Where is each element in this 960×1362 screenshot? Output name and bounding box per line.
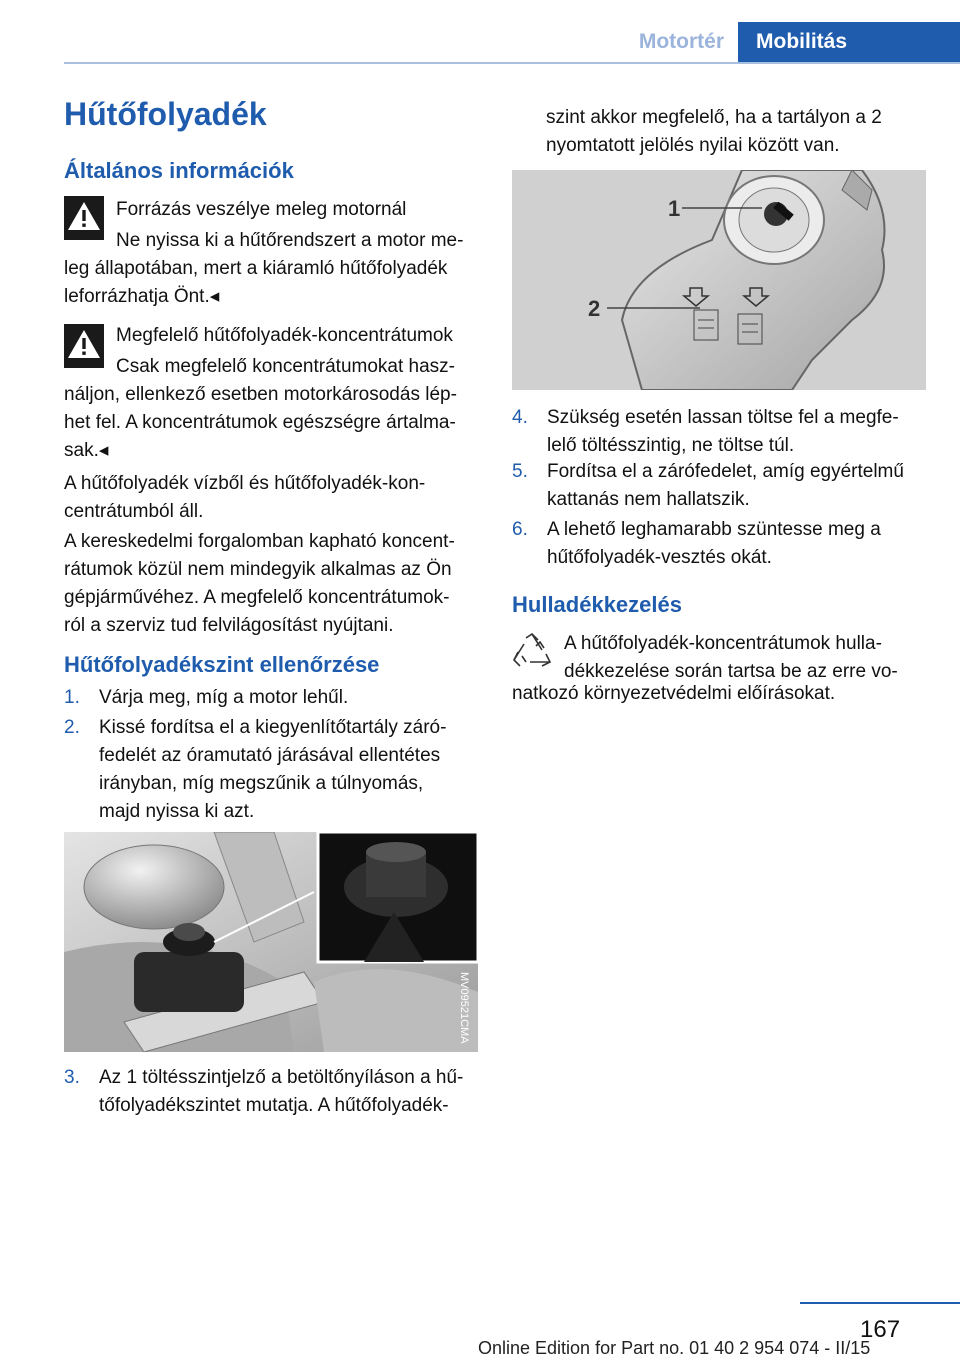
header-tabs xyxy=(639,22,960,62)
page-title: Hűtőfolyadék xyxy=(64,96,267,132)
paragraph: centrátumból áll. xyxy=(64,501,204,522)
warning-text: het fel. A koncentrátumok egészségre ártalma- xyxy=(64,412,456,433)
header-divider xyxy=(64,62,960,64)
list-item xyxy=(64,1064,484,1120)
paragraph: ról a szerviz tud felvilágosítást nyújtani. xyxy=(64,615,394,636)
list-item xyxy=(64,714,484,826)
step-number: 3. xyxy=(64,1067,80,1088)
engine-bay-photo xyxy=(64,832,478,1052)
disposal-text: A hűtőfolyadék-koncentrátumok hulla- xyxy=(564,633,882,654)
step-number: 6. xyxy=(512,519,528,540)
paragraph: A hűtőfolyadék vízből és hűtőfolyadék-kon- xyxy=(64,473,426,494)
footer-edition: Online Edition for Part no. 01 40 2 954 074 - II/15 xyxy=(478,1338,871,1358)
warning-text: leforrázhatja Önt.◂ xyxy=(64,286,220,307)
diagram-label-2: 2 xyxy=(588,296,601,321)
paragraph: gépjárművéhez. A megfelelő koncentrátumok- xyxy=(64,587,450,608)
warning-text: náljon, ellenkező esetben motorkárosodás lép- xyxy=(64,384,457,405)
warning-text: leg állapotában, mert a kiáramló hűtőfolyadék xyxy=(64,258,448,279)
warning-title-concentrates: Megfelelő hűtőfolyadék-koncentrátumok xyxy=(116,325,453,346)
footer-divider xyxy=(800,1302,960,1304)
step-text: irányban, míg megszűnik a túlnyomás, xyxy=(99,773,424,794)
warning-text: Csak megfelelő koncentrátumokat hasz- xyxy=(116,356,455,377)
paragraph-continued: szint akkor megfelelő, ha a tartályon a 2 xyxy=(546,107,882,128)
step-text: Az 1 töltésszintjelző a betöltőnyíláson a hű- xyxy=(99,1067,464,1088)
page-number: 167 xyxy=(860,1316,901,1343)
warning-text: Ne nyissa ki a hűtőrendszert a motor me- xyxy=(116,230,464,251)
paragraph: A kereskedelmi forgalomban kapható koncent- xyxy=(64,531,455,552)
list-item xyxy=(512,516,932,572)
step-text: majd nyissa ki azt. xyxy=(99,801,255,822)
step-number: 5. xyxy=(512,461,528,482)
step-text: A lehető leghamarabb szüntesse meg a xyxy=(547,519,881,540)
step-number: 2. xyxy=(64,717,80,738)
step-text: lelő töltésszintig, ne töltse túl. xyxy=(547,435,795,456)
step-number: 4. xyxy=(512,407,528,428)
section-heading-general: Általános információk xyxy=(64,158,294,183)
step-text: Fordítsa el a zárófedelet, amíg egyértelmű xyxy=(547,461,904,482)
warning-title-scald: Forrázás veszélye meleg motornál xyxy=(116,199,407,220)
photo-code: MV09521CMA xyxy=(458,972,470,1044)
step-text: hűtőfolyadék-vesztés okát. xyxy=(547,547,772,568)
warning-icon xyxy=(64,196,104,240)
disposal-text: dékkezelése során tartsa be az erre vo- xyxy=(564,661,898,682)
step-text: Várja meg, míg a motor lehűl. xyxy=(99,687,349,708)
section-heading-disposal: Hulladékkezelés xyxy=(512,592,682,617)
warning-text: sak.◂ xyxy=(64,440,109,461)
step-text: Szükség esetén lassan töltse fel a megfe- xyxy=(547,407,899,428)
step-text: tőfolyadékszintet mutatja. A hűtőfolyadék- xyxy=(99,1095,449,1116)
step-text: Kissé fordítsa el a kiegyenlítőtartály záró- xyxy=(99,717,447,738)
coolant-tank-diagram xyxy=(512,170,926,390)
tab-mobilitas[interactable]: Mobilitás xyxy=(738,22,960,62)
section-heading-level-check: Hűtőfolyadékszint ellenőrzése xyxy=(64,652,380,677)
disposal-text: natkozó környezetvédelmi előírásokat. xyxy=(512,683,836,704)
tab-motorter[interactable]: Motortér xyxy=(639,22,738,62)
diagram-label-1: 1 xyxy=(668,196,681,221)
paragraph: rátumok közül nem mindegyik alkalmas az Ön xyxy=(64,559,452,580)
step-number: 1. xyxy=(64,687,80,708)
paragraph-continued: nyomtatott jelölés nyilai között van. xyxy=(546,135,840,156)
recycle-icon xyxy=(512,632,552,672)
list-item xyxy=(512,404,932,460)
step-text: fedelét az óramutató járásával ellentétes xyxy=(99,745,441,766)
step-text: kattanás nem hallatszik. xyxy=(547,489,750,510)
list-item xyxy=(512,458,932,514)
warning-icon xyxy=(64,324,104,368)
